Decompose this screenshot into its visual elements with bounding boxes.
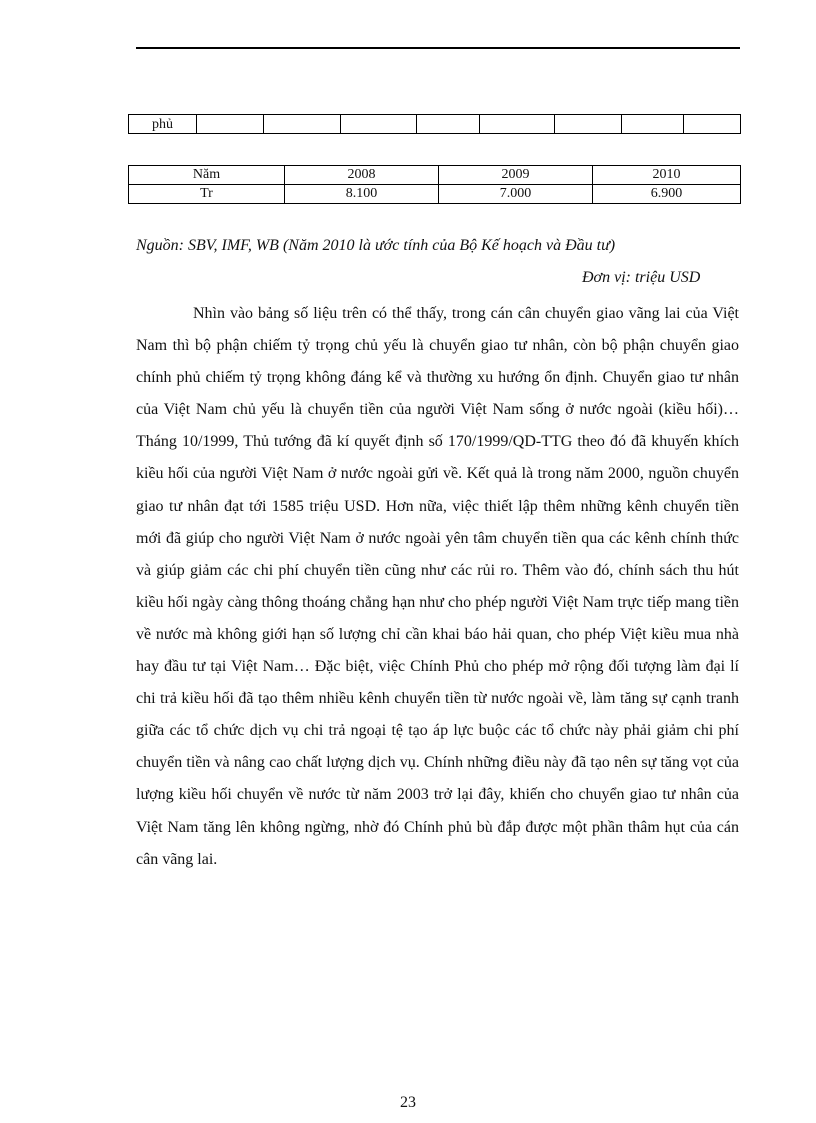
- paragraph-text: Nhìn vào bảng số liệu trên có thể thấy, trong cán cân chuyển giao vãng lai của Việt Nam thì bộ phận chiếm tỷ trọng chủ yếu là chuyển giao tư nhân, còn bộ phận chuyển giao chính phủ chiếm tỷ trọng không đáng kể và thường xu hướng ổn định. Chuyển giao tư nhân của Việt Nam chủ yếu là chuyển tiền của người Việt Nam sống ở nước ngoài (kiều hối)… Tháng 10/1999, Thủ tướng đã kí quyết định số 170/1999/QD-TTG theo đó đã khuyến khích kiều hối của người Việt Nam ở nước ngoài gửi về. Kết quả là trong năm 2000, nguồn chuyển giao tư nhân đạt tới 1585 triệu USD. Hơn nữa, việc thiết lập thêm những kênh chuyển tiền mới đã giúp cho người Việt Nam ở nước ngoài yên tâm chuyển tiền qua các kênh chính thức và giúp giảm các chi phí chuyển tiền cũng như các rủi ro. Thêm vào đó, chính sách thu hút kiều hối ngày càng thông thoáng chẳng hạn như cho phép người Việt Nam trực tiếp mang tiền về nước mà không giới hạn số lượng chỉ cần khai báo hải quan, cho phép Việt kiều mua nhà hay đầu tư tại Việt Nam… Đặc biệt, việc Chính Phủ cho phép mở rộng đối tượng làm đại lí chi trả kiều hối đã tạo thêm nhiều kênh chuyển tiền từ nước ngoài về, làm tăng sự cạnh tranh giữa các tổ chức dịch vụ chi trả ngoại tệ tạo áp lực buộc các tổ chức này phải giảm chi phí chuyển tiền và nâng cao chất lượng dịch vụ. Chính những điều này đã tạo nên sự tăng vọt của lượng kiều hối chuyển về nước từ năm 2003 trở lại đây, khiến cho chuyển giao tư nhân của Việt Nam tăng lên không ngừng, nhờ đó Chính phủ bù đắp được một phần thâm hụt của cán cân vãng lai.: [136, 305, 739, 868]
- header-rule: [136, 47, 740, 49]
- partial-table-row: [128, 114, 741, 134]
- table-header-row: [129, 166, 741, 185]
- table-header-cell: 2010: [593, 166, 741, 185]
- table-cell: [341, 115, 417, 134]
- page-number: 23: [400, 1094, 416, 1111]
- table-cell: 6.900: [593, 185, 741, 204]
- remittance-table: [128, 165, 741, 204]
- table-cell: [622, 115, 684, 134]
- table-cell: [684, 115, 741, 134]
- body-paragraph: [136, 298, 739, 876]
- table-cell: 7.000: [439, 185, 593, 204]
- table-header-cell: 2008: [285, 166, 439, 185]
- table-row: [129, 115, 741, 134]
- unit-note: Đơn vị: triệu USD: [582, 269, 701, 286]
- table-cell: 8.100: [285, 185, 439, 204]
- table-cell: [197, 115, 264, 134]
- table-cell: [480, 115, 555, 134]
- source-note: Nguồn: SBV, IMF, WB (Năm 2010 là ước tính của Bộ Kế hoạch và Đầu tư): [136, 237, 616, 254]
- table-cell: Tr: [129, 185, 285, 204]
- table-header-cell: Năm: [129, 166, 285, 185]
- table-row: [129, 185, 741, 204]
- table-cell: [417, 115, 480, 134]
- table-cell: [555, 115, 622, 134]
- table-header-cell: 2009: [439, 166, 593, 185]
- table-cell: phủ: [129, 115, 197, 134]
- table-cell: [264, 115, 341, 134]
